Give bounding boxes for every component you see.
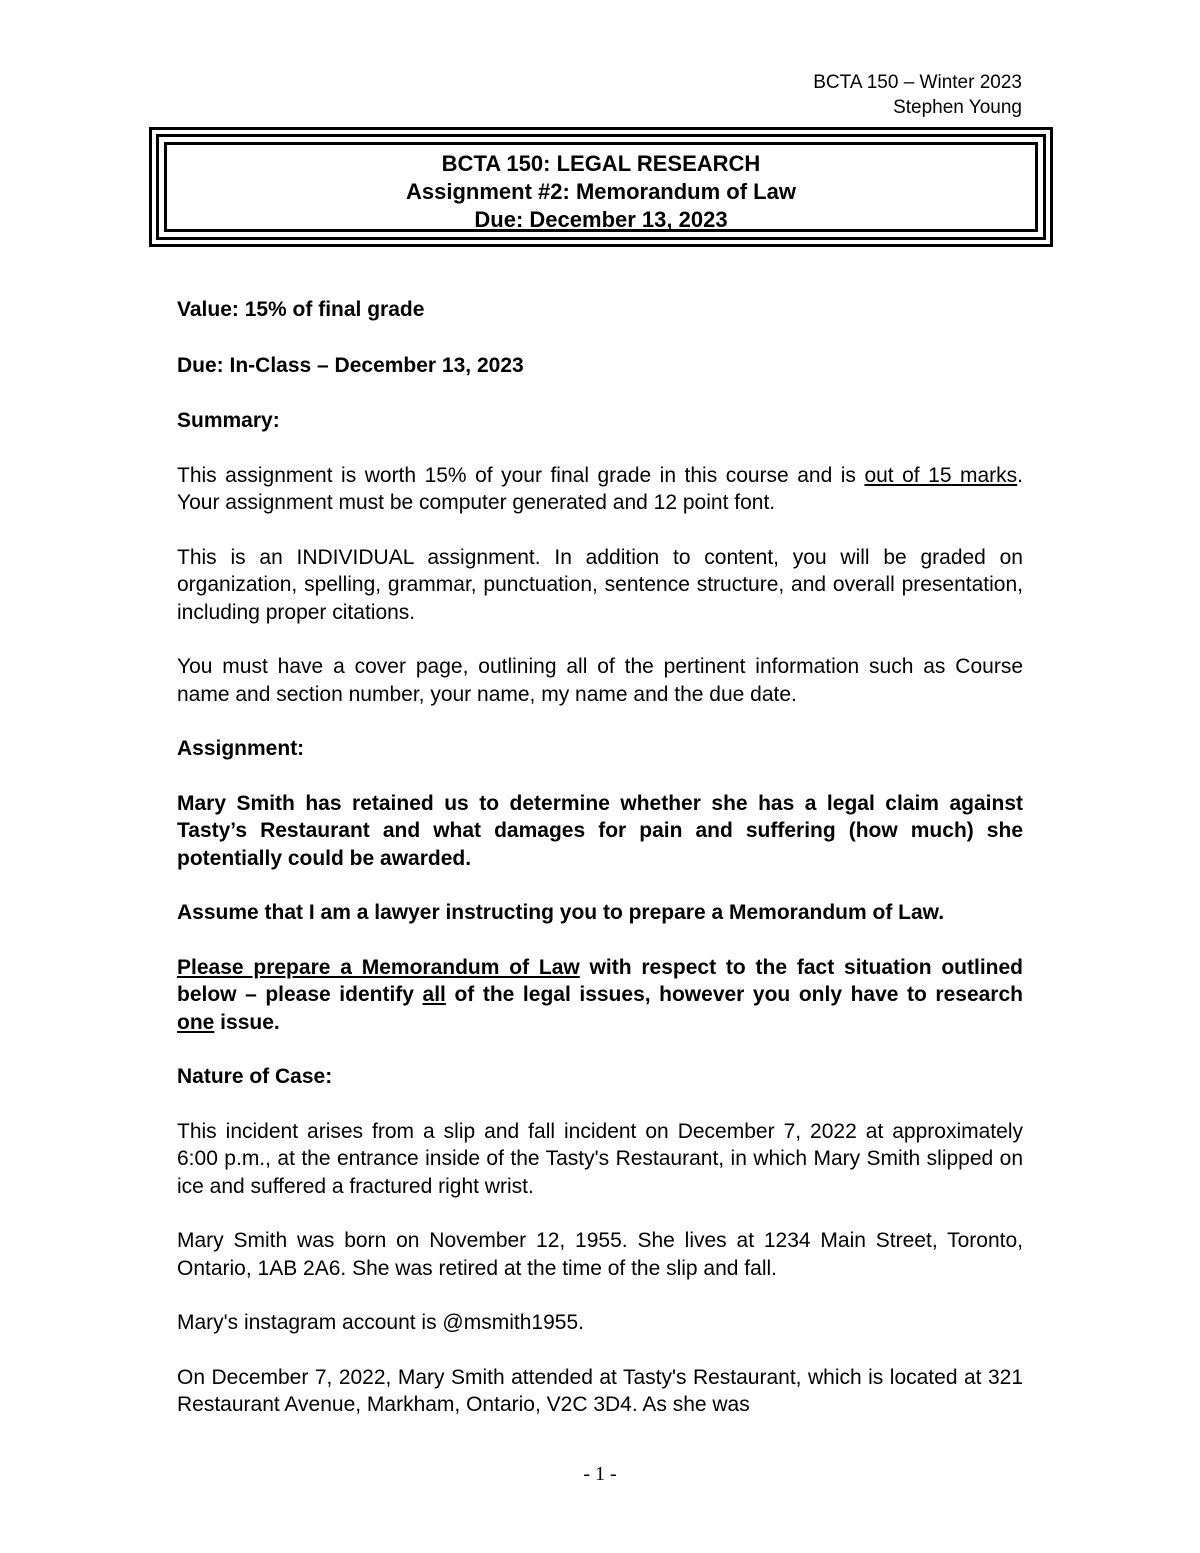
assignment-title: Assignment #2: Memorandum of Law [406,179,796,204]
page-header [813,70,1022,120]
value-line: Value: 15% of final grade [177,298,425,321]
assignment-paragraph-2: Assume that I am a lawyer instructing you to prepare a Memorandum of Law. [177,901,945,924]
instructor-name: Stephen Young [893,97,1022,118]
page-number: - 1 - [583,1463,617,1485]
due-line: Due: In-Class – December 13, 2023 [177,353,524,377]
summary-paragraph-2: This is an INDIVIDUAL assignment. In addition to content, you will be graded on organization, spelling, grammar, punctuation, sentence structure, and overall presentation, including proper citations. [177,545,1023,624]
nature-paragraph-4: On December 7, 2022, Mary Smith attended at Tasty's Restaurant, which is located at 321 Restaurant Avenue, Markham, Ontario, V2C 3D4. As she was [177,1365,1023,1416]
nature-heading: Nature of Case: [177,1065,333,1088]
course-title: BCTA 150: LEGAL RESEARCH [441,151,761,176]
assignment-heading: Assignment: [177,737,305,760]
nature-paragraph-2: Mary Smith was born on November 12, 1955. She lives at 1234 Main Street, Toronto, Ontario, 1AB 2A6. She was retired at the time of the slip and fall. [177,1229,1023,1280]
due-date-title: Due: December 13, 2023 [474,207,728,232]
marks-underlined: out of 15 marks [864,463,1018,487]
nature-paragraph-1: This incident arises from a slip and fall incident on December 7, 2022 at approximately 6:00 p.m., at the entrance inside of the Tasty's Restaurant, in which Mary Smith slipped on ice and suffered a fractured right wrist. [177,1119,1023,1198]
course-term: BCTA 150 – Winter 2023 [813,72,1022,93]
title-text [152,150,1050,234]
document-body [177,296,1023,1419]
title-box [149,127,1053,247]
summary-heading: Summary: [177,409,280,432]
summary-paragraph-3: You must have a cover page, outlining all of the pertinent information such as Course name and section number, your name, my name and the due date. [177,655,1023,706]
assignment-paragraph-3: Please prepare a Memorandum of Law with respect to the fact situation outlined below – please identify all of the legal issues, however you only have to research one issue. [177,955,1023,1034]
summary-paragraph-1: This assignment is worth 15% of your final grade in this course and is out of 15 marks. Your assignment must be computer generated and 12 point font. [177,463,1024,514]
assignment-paragraph-1: Mary Smith has retained us to determine whether she has a legal claim against Tasty’s Restaurant and what damages for pain and suffering (how much) she potentially could be awarded. [177,791,1023,870]
nature-paragraph-3: Mary's instagram account is @msmith1955. [177,1311,584,1334]
